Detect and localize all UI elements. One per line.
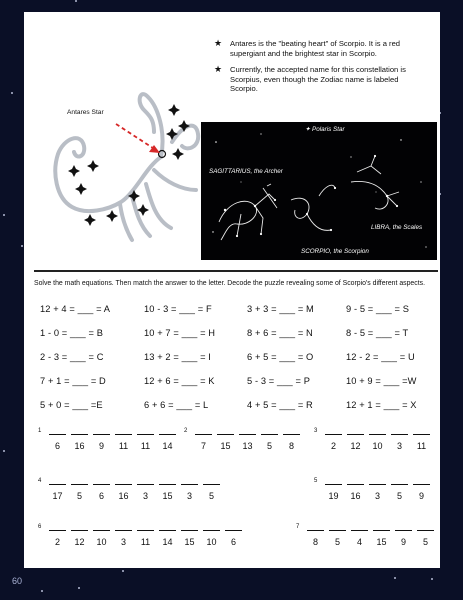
background-star xyxy=(431,578,433,580)
letter-code: 3 xyxy=(374,491,380,501)
equation: 1 - 0 = ___ = B xyxy=(40,328,104,338)
puzzle-number: 2 xyxy=(184,428,188,434)
equation: 2 - 3 = ___ = C xyxy=(40,352,104,362)
answer-blank[interactable] xyxy=(70,434,89,451)
blank-line xyxy=(159,434,176,435)
facts-list xyxy=(214,39,426,101)
answer-blank[interactable] xyxy=(202,484,221,501)
equation: 4 + 5 = ___ = R xyxy=(247,400,313,410)
answer-blank[interactable] xyxy=(368,434,387,451)
blank-line xyxy=(137,530,154,531)
answer-blank[interactable] xyxy=(180,484,199,501)
sagittarius-label: SAGITTARIUS, the Archer xyxy=(209,168,283,175)
blank-line xyxy=(49,434,66,435)
letter-code: 11 xyxy=(140,537,151,547)
letter-code: 15 xyxy=(184,537,195,547)
antares-label: Antares Star xyxy=(67,109,104,116)
answer-blank[interactable] xyxy=(92,434,111,451)
letter-code: 11 xyxy=(416,441,427,451)
answer-blank[interactable] xyxy=(158,484,177,501)
section-divider xyxy=(34,270,438,272)
equation: 3 + 3 = ___ = M xyxy=(247,304,314,314)
answer-blank[interactable] xyxy=(92,484,111,501)
letter-code: 10 xyxy=(372,441,383,451)
answer-blank[interactable] xyxy=(394,530,413,547)
blank-line xyxy=(181,484,198,485)
answer-blank[interactable] xyxy=(202,530,221,547)
answer-blank[interactable] xyxy=(114,434,133,451)
equation: 8 + 6 = ___ = N xyxy=(247,328,313,338)
letter-code: 15 xyxy=(376,537,387,547)
blank-line xyxy=(93,484,110,485)
background-star xyxy=(78,587,80,589)
answer-blank[interactable] xyxy=(350,530,369,547)
letter-code: 14 xyxy=(162,441,173,451)
answer-blank[interactable] xyxy=(136,530,155,547)
answer-blank[interactable] xyxy=(92,530,111,547)
equation: 12 + 4 = ___ = A xyxy=(40,304,111,314)
blank-line xyxy=(395,530,412,531)
letter-code: 2 xyxy=(330,441,336,451)
answer-blank[interactable] xyxy=(238,434,257,451)
blank-line xyxy=(347,484,364,485)
blank-line xyxy=(239,434,256,435)
puzzle-blanks xyxy=(324,484,434,501)
puzzle-blanks xyxy=(194,434,304,451)
equation: 12 + 1 = ___ = X xyxy=(346,400,417,410)
equation: 5 + 0 = ___ =E xyxy=(40,400,103,410)
blank-line xyxy=(159,530,176,531)
answer-blank[interactable] xyxy=(306,530,325,547)
letter-code: 3 xyxy=(396,441,402,451)
background-star xyxy=(75,0,77,2)
puzzle-number: 7 xyxy=(296,524,300,530)
equation: 10 + 9 = ___ =W xyxy=(346,376,417,386)
blank-line xyxy=(413,484,430,485)
answer-blank[interactable] xyxy=(324,434,343,451)
libra-label: LIBRA, the Scales xyxy=(371,224,423,231)
letter-code: 3 xyxy=(120,537,126,547)
blank-line xyxy=(351,530,368,531)
answer-blank[interactable] xyxy=(158,434,177,451)
answer-blank[interactable] xyxy=(282,434,301,451)
puzzle-blanks xyxy=(306,530,438,547)
blank-line xyxy=(261,434,278,435)
background-star xyxy=(3,450,5,452)
answer-blank[interactable] xyxy=(48,530,67,547)
scorpio-constellation-illustration xyxy=(36,72,206,247)
letter-code: 9 xyxy=(400,537,406,547)
letter-code: 8 xyxy=(312,537,318,547)
letter-code: 19 xyxy=(328,491,339,501)
background-star xyxy=(394,577,396,579)
background-star xyxy=(122,570,124,572)
answer-blank[interactable] xyxy=(260,434,279,451)
equation: 9 - 5 = ___ = S xyxy=(346,304,410,314)
answer-blank[interactable] xyxy=(328,530,347,547)
letter-code: 16 xyxy=(350,491,361,501)
letter-code: 3 xyxy=(186,491,192,501)
answer-blank[interactable] xyxy=(390,484,409,501)
letter-code: 15 xyxy=(220,441,231,451)
background-star xyxy=(41,590,43,592)
constellation-photo-art xyxy=(201,122,437,260)
blank-line xyxy=(373,530,390,531)
letter-code: 7 xyxy=(200,441,206,451)
blank-line xyxy=(369,434,386,435)
blank-line xyxy=(369,484,386,485)
star-bullet-icon: ★ xyxy=(214,64,223,75)
blank-line xyxy=(203,484,220,485)
letter-code: 6 xyxy=(54,441,60,451)
letter-code: 9 xyxy=(418,491,424,501)
blank-line xyxy=(71,484,88,485)
blank-line xyxy=(71,530,88,531)
letter-code: 3 xyxy=(142,491,148,501)
blank-line xyxy=(203,530,220,531)
answer-blank[interactable] xyxy=(70,484,89,501)
letter-code: 10 xyxy=(96,537,107,547)
answer-blank[interactable] xyxy=(346,484,365,501)
fact-text: Antares is the "beating heart" of Scorpio. It is a red supergiant and the brightest star in Scorpio. xyxy=(230,39,401,58)
letter-code: 17 xyxy=(52,491,63,501)
letter-code: 5 xyxy=(422,537,428,547)
puzzle-blanks xyxy=(48,484,224,501)
letter-code: 15 xyxy=(162,491,173,501)
blank-line xyxy=(325,434,342,435)
answer-blank[interactable] xyxy=(412,484,431,501)
equation: 7 + 1 = ___ = D xyxy=(40,376,106,386)
answer-blank[interactable] xyxy=(324,484,343,501)
constellation-photo xyxy=(201,122,437,260)
blank-line xyxy=(413,434,430,435)
blank-line xyxy=(137,484,154,485)
fact-item xyxy=(214,65,426,94)
letter-code: 5 xyxy=(266,441,272,451)
letter-code: 5 xyxy=(334,537,340,547)
answer-blank[interactable] xyxy=(180,530,199,547)
blank-line xyxy=(71,434,88,435)
blank-line xyxy=(49,484,66,485)
puzzle-number: 1 xyxy=(38,428,42,434)
star-bullet-icon: ★ xyxy=(214,38,223,48)
letter-code: 5 xyxy=(76,491,82,501)
scorpio-label: SCORPIO, the Scorpion xyxy=(301,248,369,255)
worksheet-page xyxy=(24,12,440,568)
letter-code: 12 xyxy=(74,537,85,547)
background-star xyxy=(11,92,13,94)
background-star xyxy=(21,245,23,247)
blank-line xyxy=(325,484,342,485)
equation: 12 - 2 = ___ = U xyxy=(346,352,415,362)
blank-line xyxy=(195,434,212,435)
equation: 10 - 3 = ___ = F xyxy=(144,304,212,314)
letter-code: 8 xyxy=(288,441,294,451)
letter-code: 6 xyxy=(230,537,236,547)
letter-code: 4 xyxy=(356,537,362,547)
equation: 10 + 7 = ___ = H xyxy=(144,328,216,338)
polaris-label: ✦ Polaris Star xyxy=(305,126,345,133)
letter-code: 12 xyxy=(350,441,361,451)
answer-blank[interactable] xyxy=(48,434,67,451)
equation: 6 + 5 = ___ = O xyxy=(247,352,314,362)
answer-blank[interactable] xyxy=(114,530,133,547)
letter-code: 16 xyxy=(74,441,85,451)
answer-blank[interactable] xyxy=(158,530,177,547)
instructions-text: Solve the math equations. Then match the answer to the letter. Decode the puzzle revealing some of Scorpio's different aspects. xyxy=(34,280,425,287)
letter-code: 2 xyxy=(54,537,60,547)
blank-line xyxy=(115,530,132,531)
blank-line xyxy=(137,434,154,435)
answer-blank[interactable] xyxy=(136,484,155,501)
letter-code: 6 xyxy=(98,491,104,501)
blank-line xyxy=(49,530,66,531)
answer-blank[interactable] xyxy=(70,530,89,547)
letter-code: 13 xyxy=(242,441,253,451)
blank-line xyxy=(391,434,408,435)
answer-blank[interactable] xyxy=(114,484,133,501)
equation: 6 + 6 = ___ = L xyxy=(144,400,209,410)
blank-line xyxy=(329,530,346,531)
answer-blank[interactable] xyxy=(224,530,243,547)
blank-line xyxy=(93,434,110,435)
blank-line xyxy=(391,484,408,485)
blank-line xyxy=(115,434,132,435)
letter-code: 5 xyxy=(396,491,402,501)
letter-code: 11 xyxy=(140,441,151,451)
answer-blank[interactable] xyxy=(216,434,235,451)
puzzle-number: 5 xyxy=(314,478,318,484)
blank-line xyxy=(93,530,110,531)
answer-blank[interactable] xyxy=(412,434,431,451)
letter-code: 9 xyxy=(98,441,104,451)
blank-line xyxy=(307,530,324,531)
puzzle-number: 6 xyxy=(38,524,42,530)
answer-blank[interactable] xyxy=(416,530,435,547)
answer-blank[interactable] xyxy=(136,434,155,451)
letter-code: 5 xyxy=(208,491,214,501)
puzzle-blanks xyxy=(48,434,180,451)
blank-line xyxy=(159,484,176,485)
answer-blank[interactable] xyxy=(372,530,391,547)
letter-code: 10 xyxy=(206,537,217,547)
fact-item xyxy=(214,39,426,58)
blank-line xyxy=(217,434,234,435)
fact-text: Currently, the accepted name for this constellation is Scorpius, even though the Zodiac name is labeled Scorpio. xyxy=(230,65,406,94)
antares-arrow xyxy=(116,124,156,150)
letter-code: 14 xyxy=(162,537,173,547)
blank-line xyxy=(417,530,434,531)
blank-line xyxy=(283,434,300,435)
background-star xyxy=(3,214,5,216)
letter-code: 16 xyxy=(118,491,129,501)
equation: 5 - 3 = ___ = P xyxy=(247,376,311,386)
answer-blank[interactable] xyxy=(368,484,387,501)
blank-line xyxy=(181,530,198,531)
answer-blank[interactable] xyxy=(194,434,213,451)
blank-line xyxy=(115,484,132,485)
answer-blank[interactable] xyxy=(48,484,67,501)
answer-blank[interactable] xyxy=(390,434,409,451)
page-number: 60 xyxy=(12,576,23,586)
equation: 12 + 6 = ___ = K xyxy=(144,376,215,386)
letter-code: 11 xyxy=(118,441,129,451)
puzzle-number: 4 xyxy=(38,478,42,484)
equation: 8 - 5 = ___ = T xyxy=(346,328,409,338)
equation: 13 + 2 = ___ = I xyxy=(144,352,211,362)
puzzle-blanks xyxy=(48,530,246,547)
blank-line xyxy=(347,434,364,435)
puzzle-blanks xyxy=(324,434,434,451)
blank-line xyxy=(225,530,242,531)
answer-blank[interactable] xyxy=(346,434,365,451)
puzzle-number: 3 xyxy=(314,428,318,434)
